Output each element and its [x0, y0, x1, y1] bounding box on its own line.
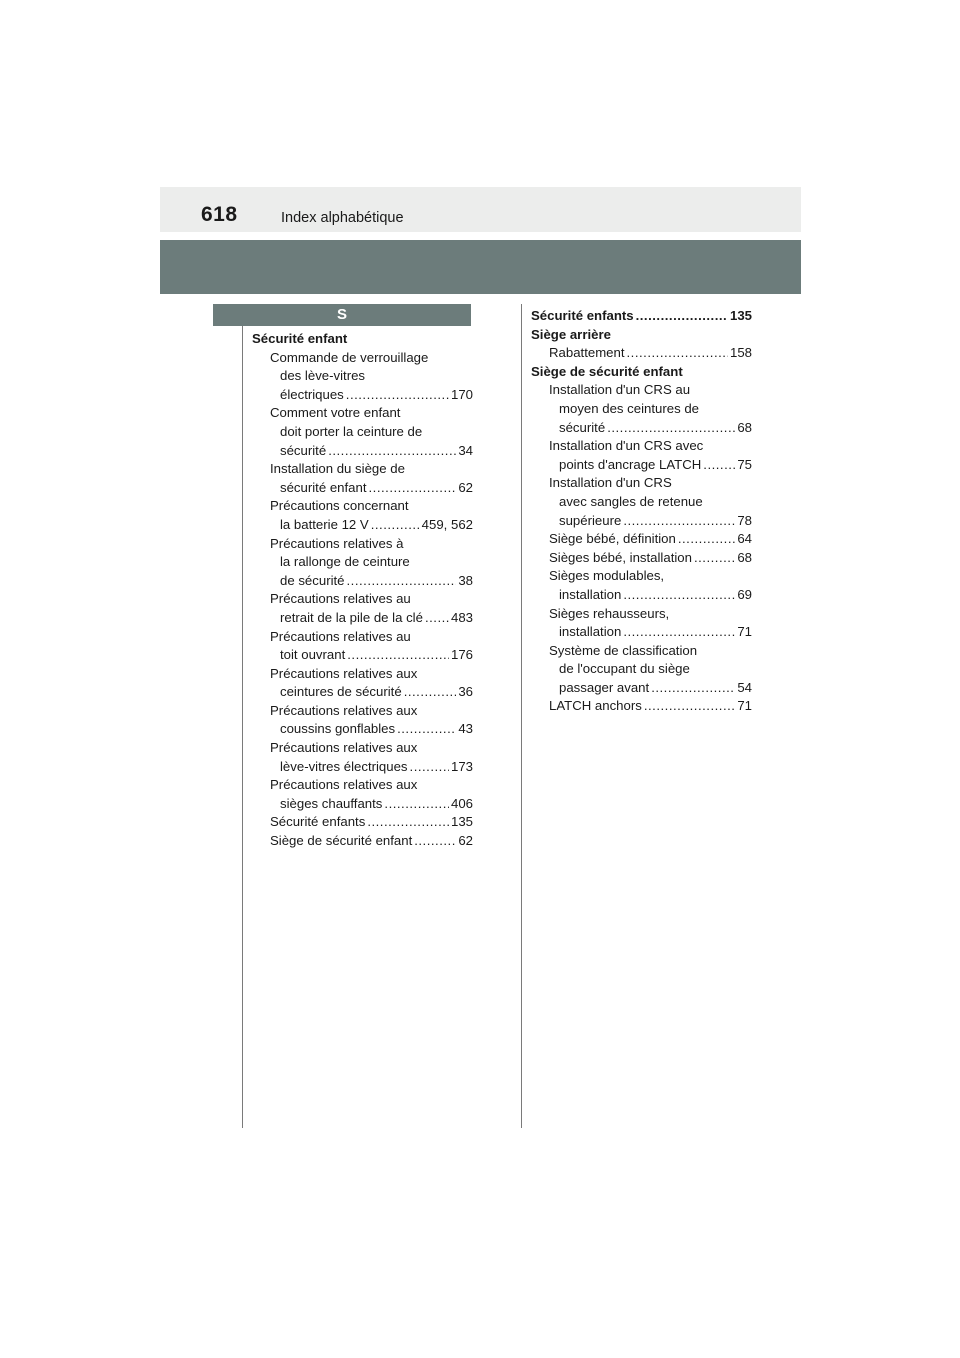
- entry-leader-row: [549, 586, 752, 605]
- entry-term: points d'ancrage LATCH: [559, 456, 702, 472]
- entry-line: Précautions relatives aux: [270, 702, 418, 718]
- entry-line: de l'occupant du siège: [559, 661, 690, 677]
- index-subentry: [252, 702, 473, 739]
- page-reference: 38: [458, 572, 473, 588]
- dot-leader: [623, 512, 735, 531]
- page-title: Index alphabétique: [281, 210, 404, 226]
- index-subentry: [252, 590, 473, 627]
- index-subentry: [531, 344, 752, 363]
- entry-line: moyen des ceintures de: [559, 400, 700, 416]
- page-reference: 71: [737, 624, 752, 640]
- entry-text: Siège arrière: [531, 326, 611, 342]
- dot-leader: [644, 697, 735, 716]
- entry-term: ceintures de sécurité: [280, 684, 402, 700]
- page-reference: 135: [729, 308, 752, 323]
- entry-term: sécurité: [559, 419, 606, 435]
- dot-leader: [414, 832, 456, 851]
- column-rule-left: [242, 304, 243, 1128]
- dot-leader: [678, 530, 735, 549]
- page-reference: 68: [737, 419, 752, 435]
- page-reference: 158: [729, 345, 752, 361]
- entry-line: avec sangles de retenue: [559, 493, 703, 509]
- index-subentry: [531, 697, 752, 716]
- header-band: [160, 187, 801, 232]
- page-reference: 78: [737, 512, 752, 528]
- index-subentry: [531, 642, 752, 698]
- index-heading: [531, 307, 752, 326]
- entry-line: Système de classification: [549, 642, 698, 658]
- entry-line: Précautions relatives aux: [270, 777, 418, 793]
- entry-line: Précautions relatives au: [270, 591, 411, 607]
- entry-text: Siège de sécurité enfant: [531, 363, 683, 379]
- page-reference: 34: [458, 442, 473, 458]
- entry-line: Précautions relatives à: [270, 535, 404, 551]
- dot-leader: [384, 795, 449, 814]
- dot-leader: [397, 720, 456, 739]
- entry-term: Siège de sécurité enfant: [270, 833, 413, 849]
- entry-leader-row: [270, 609, 473, 628]
- entry-leader-row: [270, 386, 473, 405]
- page-reference: 406: [450, 795, 473, 811]
- entry-line: Précautions relatives aux: [270, 740, 418, 756]
- section-banner: [160, 240, 801, 294]
- page-reference: 75: [737, 456, 752, 472]
- page-number: 618: [201, 203, 238, 226]
- entry-leader-row: [270, 572, 473, 591]
- entry-term: coussins gonflables: [280, 721, 396, 737]
- entry-leader-row: [531, 307, 752, 326]
- entry-text: Sécurité enfant: [252, 331, 348, 346]
- dot-leader: [623, 586, 735, 605]
- index-subentry: [531, 549, 752, 568]
- entry-term: installation: [559, 586, 622, 602]
- dot-leader: [636, 307, 728, 326]
- entry-leader-row: [270, 758, 473, 777]
- entry-term: de sécurité: [280, 572, 345, 588]
- page-reference: 36: [458, 684, 473, 700]
- entry-term: sécurité enfant: [280, 479, 367, 495]
- page-reference: 173: [450, 758, 473, 774]
- entry-term: LATCH anchors: [549, 698, 642, 714]
- page-reference: 176: [450, 647, 473, 663]
- page-reference: 43: [458, 721, 473, 737]
- entry-line: Précautions concernant: [270, 498, 409, 514]
- dot-leader: [404, 683, 457, 702]
- entry-line: Installation du siège de: [270, 461, 405, 477]
- section-letter: S: [213, 304, 471, 326]
- page-reference: 71: [737, 698, 752, 714]
- entry-leader-row: [549, 344, 752, 363]
- page-reference: 69: [737, 586, 752, 602]
- index-subentry: [252, 628, 473, 665]
- dot-leader: [347, 572, 457, 591]
- entry-leader-row: [549, 512, 752, 531]
- entry-leader-row: [270, 442, 473, 461]
- entry-term: passager avant: [559, 679, 650, 695]
- index-subentry: [252, 776, 473, 813]
- entry-leader-row: [270, 795, 473, 814]
- column-rule-middle: [521, 304, 522, 1128]
- entry-leader-row: [270, 646, 473, 665]
- entry-line: Précautions relatives aux: [270, 665, 418, 681]
- page-reference: 64: [737, 531, 752, 547]
- entry-line: Sièges modulables,: [549, 568, 665, 584]
- entry-line: Commande de verrouillage: [270, 349, 429, 365]
- entry-line: Installation d'un CRS avec: [549, 438, 704, 454]
- dot-leader: [371, 516, 420, 535]
- index-subentry: [252, 497, 473, 534]
- entry-term: Siège bébé, définition: [549, 531, 676, 547]
- entry-term: la batterie 12 V: [280, 516, 369, 532]
- page-reference: 483: [450, 609, 473, 625]
- dot-leader: [694, 549, 735, 568]
- index-subentry: [252, 739, 473, 776]
- index-heading: [252, 330, 473, 349]
- dot-leader: [623, 623, 735, 642]
- index-subentry: [531, 437, 752, 474]
- entry-term: Sécurité enfants: [531, 308, 634, 323]
- entry-term: lève-vitres électriques: [280, 758, 408, 774]
- page-reference: 54: [737, 679, 752, 695]
- index-subentry: [252, 665, 473, 702]
- index-subentry: [531, 605, 752, 642]
- index-subentry: [531, 474, 752, 530]
- entry-leader-row: [270, 479, 473, 498]
- entry-term: Rabattement: [549, 345, 625, 361]
- entry-term: retrait de la pile de la clé: [280, 609, 423, 625]
- entry-term: Sécurité enfants: [270, 814, 366, 830]
- dot-leader: [347, 646, 449, 665]
- dot-leader: [425, 609, 449, 628]
- entry-leader-row: [549, 549, 752, 568]
- index-column-left: [252, 330, 473, 851]
- entry-leader-row: [549, 419, 752, 438]
- entry-leader-row: [549, 456, 752, 475]
- index-subentry: [531, 567, 752, 604]
- index-subentry: [252, 535, 473, 591]
- dot-leader: [346, 386, 449, 405]
- index-heading: [531, 363, 752, 382]
- entry-line: des lève-vitres: [280, 368, 366, 384]
- entry-term: sièges chauffants: [280, 795, 383, 811]
- dot-leader: [367, 813, 449, 832]
- index-subentry: [531, 381, 752, 437]
- entry-line: Comment votre enfant: [270, 405, 401, 421]
- entry-line: Installation d'un CRS: [549, 475, 672, 491]
- entry-leader-row: [270, 683, 473, 702]
- entry-line: Précautions relatives au: [270, 628, 411, 644]
- entry-line: doit porter la ceinture de: [280, 423, 423, 439]
- page-reference: 62: [458, 479, 473, 495]
- entry-term: installation: [559, 624, 622, 640]
- entry-leader-row: [270, 813, 473, 832]
- index-subentry: [252, 404, 473, 460]
- page-reference: 62: [458, 833, 473, 849]
- entry-line: la rallonge de ceinture: [280, 554, 410, 570]
- entry-term: sécurité: [280, 442, 327, 458]
- entry-term: toit ouvrant: [280, 647, 346, 663]
- entry-leader-row: [270, 516, 473, 535]
- entry-leader-row: [549, 697, 752, 716]
- index-subentry: [531, 530, 752, 549]
- dot-leader: [651, 679, 735, 698]
- entry-leader-row: [270, 720, 473, 739]
- dot-leader: [627, 344, 728, 363]
- page-reference: 459, 562: [421, 516, 473, 532]
- page-reference: 170: [450, 386, 473, 402]
- entry-term: électriques: [280, 386, 344, 402]
- entry-leader-row: [549, 679, 752, 698]
- entry-leader-row: [549, 530, 752, 549]
- dot-leader: [607, 419, 735, 438]
- index-subentry: [252, 813, 473, 832]
- dot-leader: [328, 442, 456, 461]
- page-reference: 68: [737, 549, 752, 565]
- dot-leader: [410, 758, 449, 777]
- dot-leader: [703, 456, 735, 475]
- index-column-right: [531, 307, 752, 716]
- page-reference: 135: [450, 814, 473, 830]
- dot-leader: [369, 479, 457, 498]
- entry-leader-row: [270, 832, 473, 851]
- index-subentry: [252, 832, 473, 851]
- entry-line: Sièges rehausseurs,: [549, 605, 670, 621]
- index-subentry: [252, 460, 473, 497]
- index-subentry: [252, 349, 473, 405]
- entry-term: supérieure: [559, 512, 622, 528]
- index-heading: [531, 326, 752, 345]
- entry-leader-row: [549, 623, 752, 642]
- entry-line: Installation d'un CRS au: [549, 382, 691, 398]
- entry-term: Sièges bébé, installation: [549, 549, 692, 565]
